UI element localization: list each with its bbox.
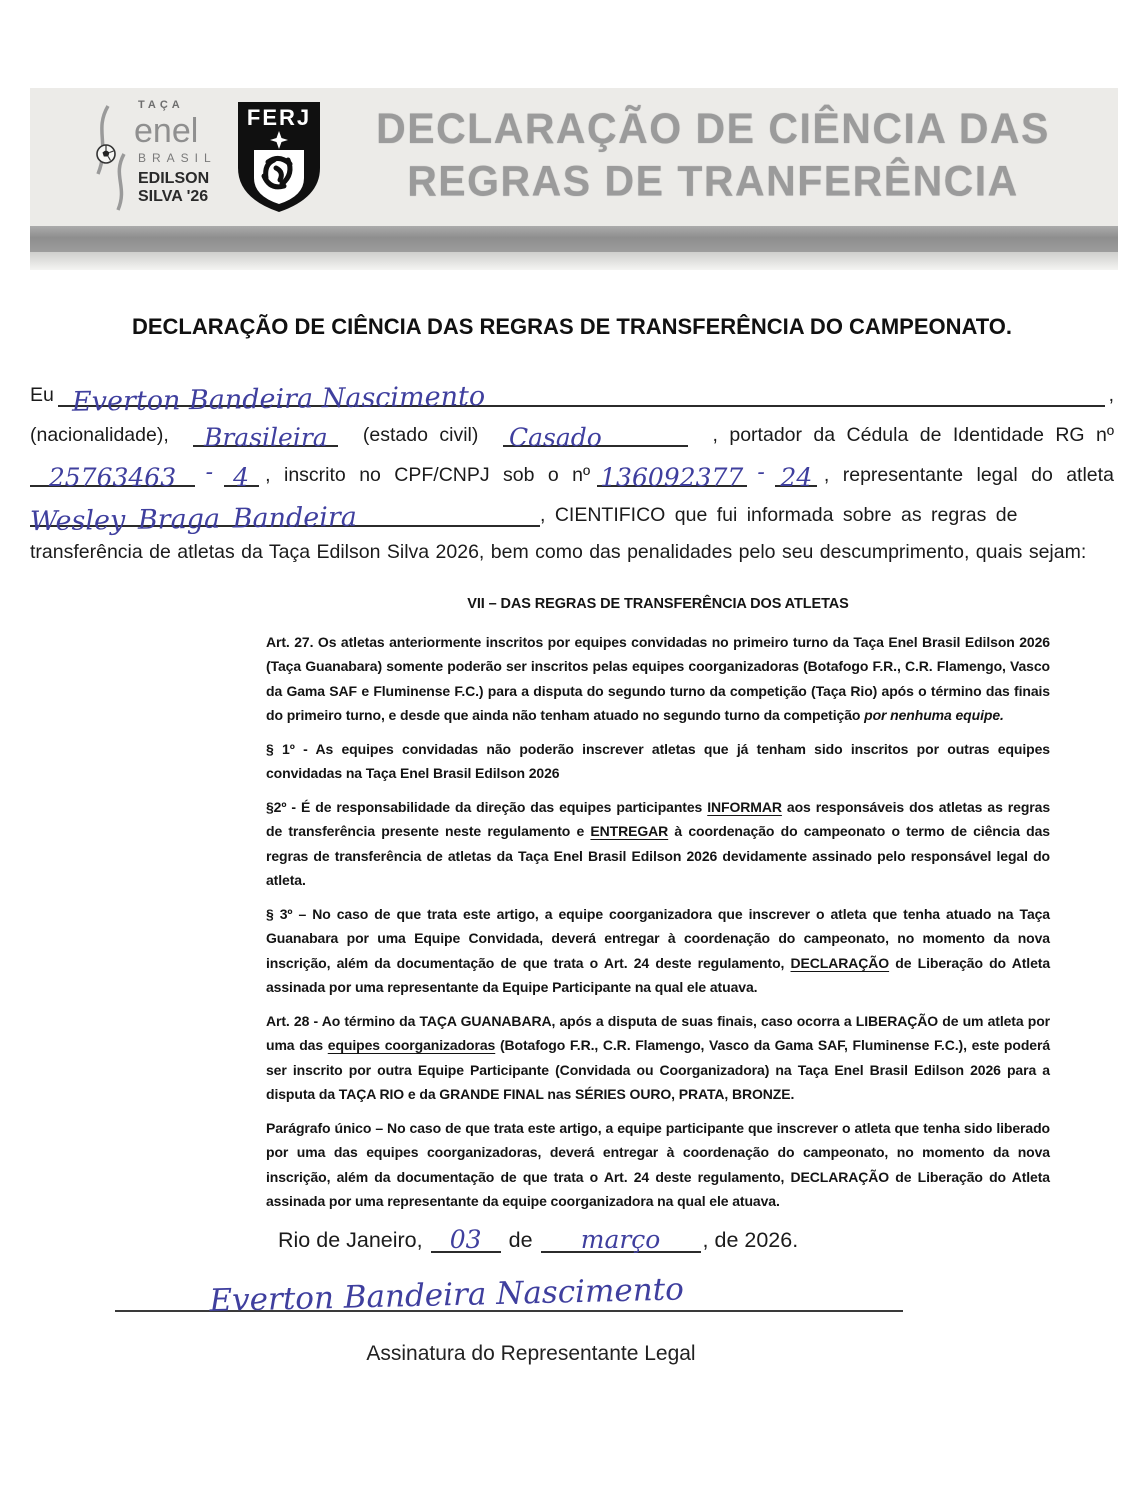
intro-line-name — [30, 372, 1114, 418]
civil-status-label: (estado civil) — [362, 424, 479, 446]
signature-field[interactable] — [115, 1262, 903, 1319]
month-field[interactable] — [541, 1223, 701, 1253]
rg-label: , portador da Cédula de Identidade RG nº — [712, 424, 1114, 446]
rg-dash-handwriting: - — [205, 460, 214, 485]
taca-enel-logo — [80, 92, 240, 222]
civil-status-handwriting: Casado — [508, 423, 602, 452]
intro-closing-line: transferência de atletas da Taça Edilson Silva 2026, bem como das penalidades pelo seu descumprimento, quais sejam: — [30, 541, 1087, 563]
nationality-label: (nacionalidade), — [30, 424, 169, 446]
rule-paragraph-par3: § 3º – No caso de que trata este artigo, a equipe coorganizadora que inscrever o atleta que tenha atuado na Taça Guanabara por uma Equipe Convidada, deverá entregar à coordenação do campeonato, no momento da nova inscrição, além da documentação de que trata o Art. 24 deste regulamento, DECLARAÇÃO de Liberação do Atleta assinada por uma representante da Equipe Participante na qual ele atuava. — [266, 905, 1051, 995]
cpf-label: , inscrito no CPF/CNPJ sob o nº — [265, 464, 591, 486]
nationality-handwriting: Brasileira — [203, 423, 328, 452]
rule-paragraph-art27: Art. 27. Os atletas anteriormente inscritos por equipes convidadas no primeiro turno da Taça Enel Brasil Edilson 2026 (Taça Guanabara) somente poderão ser inscritos pelas equipes coorganizadoras (Botafogo F.R., C.R. Flamengo, Vasco da Gama SAF e Fluminense F.C.) para a disputa do segundo turno da competição (Taça Rio) após o término das finais do primeiro turno, e desde que ainda não tenham atuado no segundo turno da competição por nenhuma equipe. — [266, 633, 1050, 723]
day-field[interactable] — [431, 1223, 501, 1253]
signature-handwriting: Everton Bandeira Nascimento — [209, 1271, 685, 1319]
civil-status-field[interactable] — [503, 421, 688, 452]
header-title-line2: REGRAS DE TRANFERÊNCIA — [407, 156, 1019, 205]
athlete-name-field[interactable] — [29, 501, 540, 538]
logo-edilson-text: EDILSON — [138, 170, 210, 187]
name-field[interactable] — [58, 381, 1105, 418]
cpf-dash-handwriting: - — [757, 460, 765, 485]
cpf-suffix-field[interactable] — [775, 461, 817, 492]
rule-paragraph-par1: § 1º - As equipes convidadas não poderão inscrever atletas que já tenham sido inscritos por outras equipes convidadas na Taça Enel Brasil Edilson 2026 — [266, 740, 1050, 781]
intro-line-nationality — [30, 412, 1114, 452]
rg-handwriting: 25763463 — [48, 463, 177, 492]
ferj-label: FERJ — [246, 105, 312, 130]
document-title: DECLARAÇÃO DE CIÊNCIA DAS REGRAS DE TRANSFERÊNCIA DO CAMPEONATO. — [131, 314, 1013, 339]
date-line — [278, 1216, 806, 1258]
header-bar-fade — [30, 252, 1118, 270]
rule-paragraph-par2: §2º - É de responsabilidade da direção das equipes participantes INFORMAR aos responsáveis dos atletas as regras de transferência presente neste regulamento e ENTREGAR à coordenação do campeonato o termo de ciência das regras de transferência de atletas da Taça Enel Brasil Edilson 2026 devidamente assinado pelo responsável legal do atleta. — [266, 798, 1050, 888]
logo-flame-curve-left — [98, 106, 108, 174]
cpf-field[interactable] — [597, 461, 747, 492]
city-label: Rio de Janeiro, — [278, 1228, 423, 1252]
de-label: de — [508, 1228, 533, 1252]
signature-caption: Assinatura do Representante Legal — [366, 1342, 696, 1365]
athlete-handwriting: Wesley Braga Bandeira — [29, 501, 358, 538]
header-bar — [30, 226, 1118, 252]
name-comma: , — [1108, 384, 1114, 406]
logo-flame-curve-bottom — [118, 154, 124, 210]
logo-brasil-text: BRASIL — [138, 151, 217, 165]
logo-taca-text: TAÇA — [138, 99, 184, 111]
logo-silva-text: SILVA '26 — [138, 188, 209, 205]
ferj-crest-icon — [234, 98, 324, 216]
rg-field[interactable] — [30, 461, 195, 492]
cientifico-text: , CIENTIFICO que fui informada sobre as regras de — [540, 504, 1018, 526]
cpf-handwriting: 136092377 — [600, 463, 744, 492]
header-title-line1: DECLARAÇÃO DE CIÊNCIA DAS — [376, 104, 1050, 153]
representative-label: , representante legal do atleta — [823, 464, 1114, 486]
rules-heading: VII – DAS REGRAS DE TRANSFERÊNCIA DOS ATLETAS — [467, 596, 849, 612]
header-banner — [30, 88, 1118, 226]
day-handwriting: 03 — [449, 1225, 482, 1254]
rule-paragraph-art28: Art. 28 - Ao término da TAÇA GUANABARA, após a disputa de suas finais, caso ocorra a LIBERAÇÃO de um atleta por uma das equipes coorganizadoras (Botafogo F.R., C.R. Flamengo, Vasco da Gama SAF, Fluminense F.C.), este poderá ser inscrito por outra Equipe Participante (Convidada ou Coorganizadora) na Taça Enel Brasil Edilson 2026 para a disputa da TAÇA RIO e da GRANDE FINAL nas SÉRIES OURO, PRATA, BRONZE. — [266, 1012, 1051, 1102]
soccer-ball-icon — [97, 145, 115, 163]
month-handwriting: março — [580, 1225, 661, 1254]
intro-section — [30, 372, 1114, 564]
name-handwriting: Everton Bandeira Nascimento — [71, 381, 486, 418]
rg-digit-field[interactable] — [224, 461, 259, 492]
rules-section — [266, 592, 1050, 1223]
logo-enel-text: enel — [134, 112, 199, 150]
rg-digit-handwriting: 4 — [233, 463, 250, 492]
year-label: , de 2026. — [702, 1228, 799, 1252]
eu-label: Eu — [30, 384, 54, 406]
cpf-suffix-handwriting: 24 — [780, 463, 813, 492]
nationality-field[interactable] — [193, 421, 338, 452]
rule-paragraph-unico: Parágrafo único – No caso de que trata este artigo, a equipe participante que inscrever o atleta que tenha sido liberado por uma das equipes coorganizadoras, deverá entregar à coordenação do campeonato, no momento da nova inscrição, além da documentação de que trata o Art. 24 deste regulamento, DECLARAÇÃO de Liberação do Atleta assinada por uma representante da equipe coorganizadora na qual ele atuava. — [266, 1119, 1050, 1209]
intro-line-athlete — [29, 492, 1114, 538]
intro-line-rg-cpf — [30, 452, 1114, 492]
header-title — [338, 102, 1088, 207]
